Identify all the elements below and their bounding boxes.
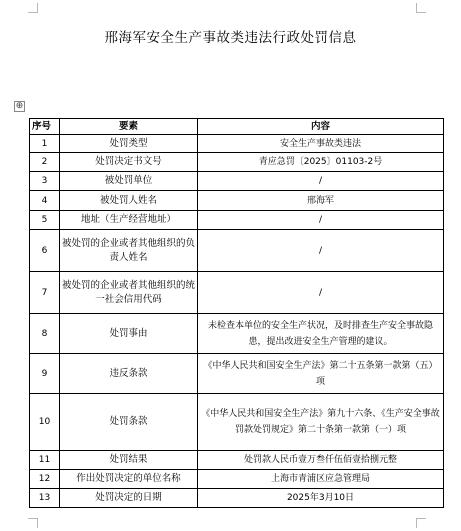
row-index: 1 [30,135,60,153]
page-corner-mark [28,518,38,528]
row-element: 处罚结果 [60,451,198,470]
row-element: 处罚决定的日期 [60,489,198,508]
row-element: 处罚决定书文号 [60,153,198,172]
row-index: 4 [30,191,60,211]
row-element: 作出处罚决定的单位名称 [60,470,198,489]
table-row [30,191,444,211]
row-index: 9 [30,354,60,394]
row-content: 2025年3月10日 [198,489,444,508]
row-content: 邢海军 [198,191,444,211]
row-element: 地址（生产经营地址） [60,211,198,230]
row-index: 6 [30,230,60,272]
row-element: 处罚事由 [60,314,198,354]
row-index: 12 [30,470,60,489]
row-index: 3 [30,172,60,191]
row-element: 处罚条款 [60,394,198,451]
row-content: / [198,211,444,230]
row-content: / [198,172,444,191]
table-row [30,135,444,153]
row-content: 安全生产事故类违法 [198,135,444,153]
row-index: 11 [30,451,60,470]
table-row [30,489,444,508]
page-corner-mark [28,3,38,13]
table-row [30,172,444,191]
table-move-handle-icon[interactable]: ⊕ [15,101,24,111]
row-index: 10 [30,394,60,451]
row-element: 被处罚单位 [60,172,198,191]
table-row [30,394,444,451]
document-title: 邢海军安全生产事故类违法行政处罚信息 [104,30,357,46]
row-index: 7 [30,272,60,314]
page-corner-mark [416,518,426,528]
row-content: / [198,272,444,314]
table-row [30,153,444,172]
row-index: 8 [30,314,60,354]
header-index: 序号 [30,119,60,135]
table-row [30,272,444,314]
table-row [30,314,444,354]
row-index: 13 [30,489,60,508]
row-content: 青应急罚〔2025〕01103-2号 [198,153,444,172]
row-element: 违反条款 [60,354,198,394]
row-content: 《中华人民共和国安全生产法》第九十六条、《生产安全事故罚款处罚规定》第二十条第一款第（一）项 [198,394,444,451]
row-index: 2 [30,153,60,172]
row-content: 处罚款人民币壹万叁仟伍佰壹拾捌元整 [198,451,444,470]
row-content: / [198,230,444,272]
table-header-row [30,119,444,135]
row-element: 被处罚的企业或者其他组织的负责人姓名 [60,230,198,272]
row-content: 《中华人民共和国安全生产法》第二十五条第一款第（五）项 [198,354,444,394]
row-content: 上海市青浦区应急管理局 [198,470,444,489]
table-row [30,230,444,272]
header-content: 内容 [198,119,444,135]
table-row [30,211,444,230]
row-content: 未检查本单位的安全生产状况，及时排查生产安全事故隐患，提出改进安全生产管理的建议。 [198,314,444,354]
table-row [30,354,444,394]
row-element: 被处罚人姓名 [60,191,198,211]
page-corner-mark [416,3,426,13]
row-index: 5 [30,211,60,230]
penalty-info-table [29,118,444,508]
row-element: 处罚类型 [60,135,198,153]
header-element: 要素 [60,119,198,135]
row-element: 被处罚的企业或者其他组织的统一社会信用代码 [60,272,198,314]
table-row [30,451,444,470]
table-row [30,470,444,489]
